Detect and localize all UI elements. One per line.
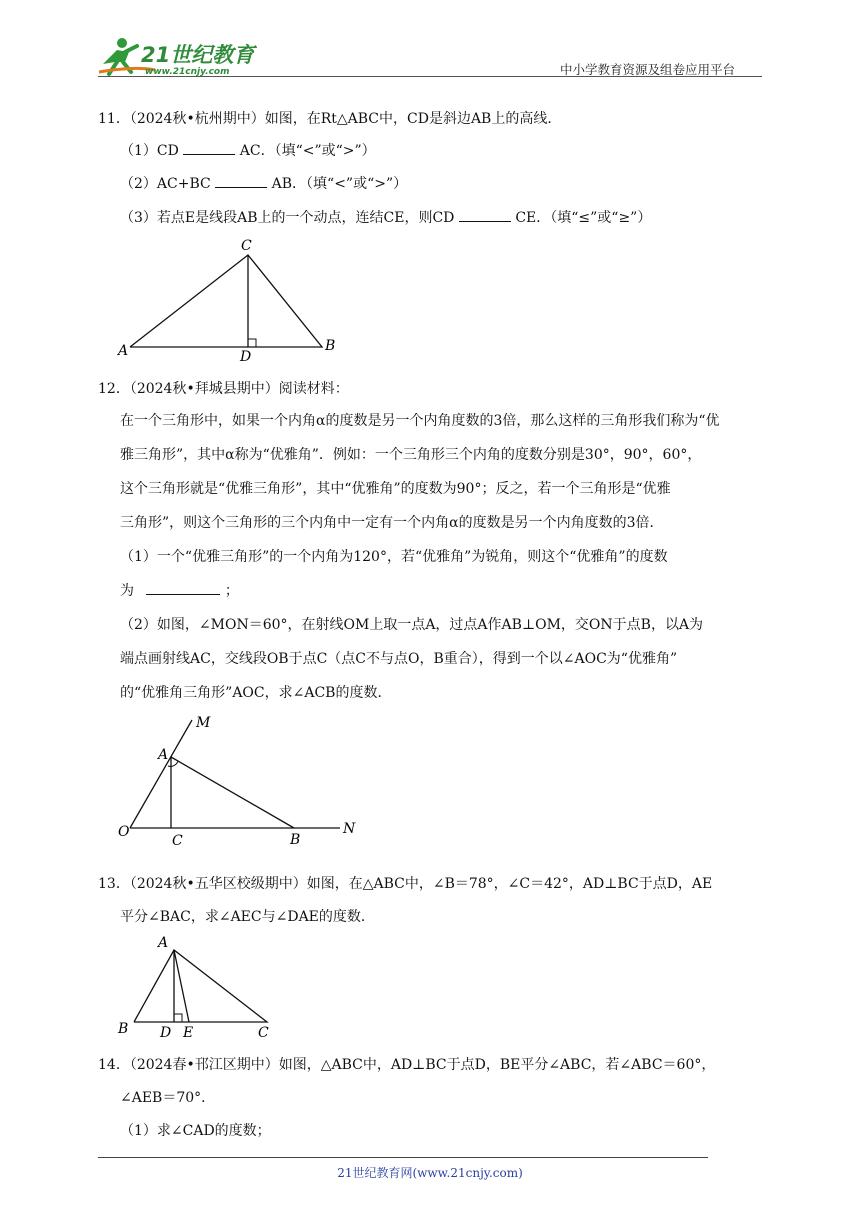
runner-logo-icon — [95, 36, 265, 80]
answer-blank[interactable] — [459, 209, 511, 222]
q11-triangle-figure — [110, 234, 350, 364]
q11-part3 — [120, 207, 651, 227]
q13-line1: 13．（2024秋•五华区校级期中）如图，在△ABC中，∠B＝78°，∠C＝42°，AD⊥BC于点D，AE — [98, 876, 713, 892]
q12-part1-line1: （1）一个“优雅三角形”的一个内角为120°，若“优雅角”为锐角，则这个“优雅角”的度数 — [120, 549, 668, 565]
label-m: M — [196, 715, 211, 731]
q14-line1: 14．（2024春•邗江区期中）如图，△ABC中，AD⊥BC于点D，BE平分∠ABC，若∠ABC＝60°， — [98, 1057, 716, 1073]
q11-part1 — [120, 140, 376, 160]
label-d: D — [240, 349, 252, 364]
q12-part1-line2 — [120, 580, 239, 600]
label-n: N — [343, 821, 356, 837]
answer-blank[interactable] — [146, 582, 220, 595]
q11-part2-text-b: AB．（填“<”或“>”） — [271, 176, 408, 192]
label-c: C — [172, 833, 183, 849]
label-o: O — [118, 824, 130, 840]
q11-stem: 11．（2024秋•杭州期中）如图，在Rt△ABC中，CD是斜边AB上的高线． — [98, 111, 562, 127]
q13-triangle-figure — [112, 932, 282, 1042]
q12-stem: 12．（2024秋•拜城县期中）阅读材料： — [98, 381, 349, 397]
q12-material-line: 雅三角形”，其中α称为“优雅角”．例如：一个三角形三个内角的度数分别是30°，90°，60°， — [120, 447, 702, 463]
label-a: A — [158, 935, 169, 951]
q14-part1: （1）求∠CAD的度数； — [120, 1123, 271, 1139]
brand-logo — [95, 36, 265, 80]
q11-part2 — [120, 173, 407, 193]
q14-line2: ∠AEB＝70°． — [120, 1090, 216, 1106]
label-a: A — [118, 343, 129, 359]
q12-part2-line1: （2）如图，∠MON＝60°，在射线OM上取一点A，过点A作AB⊥OM，交ON于点B，以A为 — [120, 617, 704, 633]
label-a: A — [158, 747, 169, 763]
q12-material-line: 这个三角形就是“优雅三角形”，其中“优雅角”的度数为90°；反之，若一个三角形是“优雅 — [120, 481, 671, 497]
footer-link[interactable]: 21世纪教育网(www.21cnjy.com) — [337, 1166, 523, 1180]
answer-blank[interactable] — [183, 142, 235, 155]
label-b: B — [118, 1021, 129, 1037]
label-b: B — [290, 832, 301, 848]
q12-material-line: 三角形”，则这个三角形的三个内角中一定有一个内角α的度数是另一个内角度数的3倍． — [120, 515, 664, 531]
q12-part1-text-a: 为 — [120, 583, 134, 599]
q12-material-line: 在一个三角形中，如果一个内角α的度数是另一个内角度数的3倍，那么这样的三角形我们称为“优 — [120, 413, 720, 429]
q13-line2: 平分∠BAC，求∠AEC与∠DAE的度数． — [120, 909, 375, 925]
label-d: D — [160, 1025, 172, 1041]
q11-part2-text-a: （2）AC+BC — [120, 176, 211, 192]
label-b: B — [325, 338, 336, 354]
q11-part1-text-a: （1）CD — [120, 143, 179, 159]
q12-angle-figure — [112, 710, 362, 855]
header-tagline: 中小学教育资源及组卷应用平台 — [560, 62, 736, 77]
footer-divider — [98, 1157, 708, 1158]
header-divider — [98, 76, 762, 77]
label-c: C — [241, 238, 252, 254]
answer-blank[interactable] — [215, 175, 267, 188]
q11-part3-text-b: CE．（填“≤”或“≥”） — [515, 210, 652, 226]
logo-url-text: www.21cnjy.com — [145, 67, 230, 77]
label-c: C — [258, 1025, 269, 1041]
q12-part2-line2: 端点画射线AC，交线段OB于点C（点C不与点O，B重合），得到一个以∠AOC为“优雅角” — [120, 651, 678, 667]
label-e: E — [183, 1025, 194, 1041]
logo-main-text: 21世纪教育 — [141, 43, 255, 67]
q12-part1-text-b: ； — [224, 583, 239, 599]
q11-part1-text-b: AC．（填“<”或“>”） — [239, 143, 376, 159]
q11-part3-text-a: （3）若点E是线段AB上的一个动点，连结CE，则CD — [120, 210, 455, 226]
q12-part2-line3: 的“优雅角三角形”AOC，求∠ACB的度数． — [120, 685, 392, 701]
